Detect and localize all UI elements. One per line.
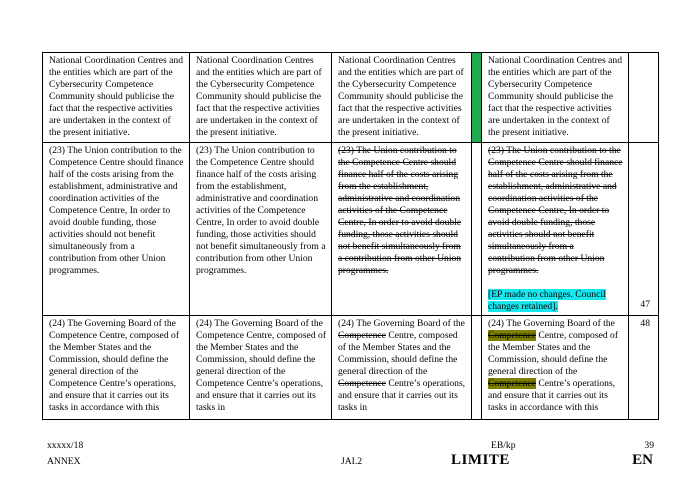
ep-position-cell: National Coordination Centres and the entities which are part of the Cybersecurity Competence Community should publicise the fact that the respective activities are undertaken in the context of the present initiative.	[190, 53, 332, 143]
commission-proposal-cell: (23) The Union contribution to the Competence Centre should finance half of the costs arising from the establishment, administrative and coordination activities of the Competence Centre, In order to avoid double funding, those activities should not benefit simultaneously from a contribution from other Union programmes.	[43, 143, 190, 316]
classification-marking: LIMITE	[451, 452, 510, 468]
commission-proposal-cell: (24) The Governing Board of the Competence Centre, composed of the Member States and the Commission, should define the general direction of the Competence Centre’s operations, and ensure that it carries out its tasks in accordance with this	[43, 316, 190, 420]
table-row	[43, 53, 659, 143]
document-code: xxxxx/18	[47, 440, 84, 451]
compromise-text-cell: National Coordination Centres and the entities which are part of the Cybersecurity Competence Community should publicise the fact that the respective activities are undertaken in the context of the present initiative.	[482, 53, 629, 143]
text-run: Centre, composed of the Member States and the Commission, should define the general direction of the	[338, 330, 458, 377]
text-run: (24) The Governing Board of the	[488, 318, 615, 329]
ep-position-cell: (23) The Union contribution to the Competence Centre should finance half of the costs arising from the establishment, administrative and coordination activities of the Competence Centre, In order to avoid double funding, those activities should not benefit simultaneously from a contribution from other Union programmes.	[190, 143, 332, 316]
council-position-cell	[332, 143, 472, 316]
author-initials: EB/kp	[491, 440, 516, 451]
highlighted-note: [EP made no changes. Council changes retained].	[488, 289, 606, 312]
text-run: (24) The Governing Board of the	[338, 318, 465, 329]
text-run: Centre’s operations, and ensure that it carries out its tasks in	[338, 378, 466, 413]
row-number-cell	[629, 53, 659, 143]
row-number-cell	[629, 143, 659, 316]
deleted-word: Competence	[338, 378, 386, 389]
deleted-text: (23) The Union contribution to the Competence Centre should finance half of the costs arising from the establishment, administrative and coordination activities of the Competence Centre, In order to avoid double funding, those activities should not benefit simultaneously from a contribution from other Union programmes.	[488, 145, 623, 276]
language-code: EN	[632, 452, 653, 468]
compromise-text-cell	[482, 143, 629, 316]
table-row	[43, 316, 659, 420]
text-run: Centre, composed of the Member States and the Commission, should define the general direction of the	[488, 330, 619, 377]
deleted-highlighted-word: Competence	[488, 330, 536, 341]
table-row	[43, 143, 659, 316]
ep-position-cell: (24) The Governing Board of the Competence Centre, composed of the Member States and the Commission, should define the general direction of the Competence Centre’s operations, and ensure that it carries out its tasks in	[190, 316, 332, 420]
text-run: Centre’s operations, and ensure that it carries out its tasks in accordance with this	[488, 378, 616, 413]
status-marker	[472, 143, 482, 316]
council-position-cell	[332, 316, 472, 420]
row-number-cell: 48	[629, 316, 659, 420]
status-marker	[472, 316, 482, 420]
four-column-table	[42, 52, 659, 420]
deleted-highlighted-word: Competence	[488, 378, 536, 389]
commission-proposal-cell: National Coordination Centres and the entities which are part of the Cybersecurity Competence Community should publicise the fact that the respective activities are undertaken in the context of the present initiative.	[43, 53, 190, 143]
status-marker-green	[472, 53, 482, 143]
page-number: 39	[644, 440, 654, 451]
row-number: 47	[640, 299, 650, 310]
directorate-code: JAI.2	[341, 456, 363, 467]
compromise-text-cell	[482, 316, 629, 420]
deleted-text: (23) The Union contribution to the Competence Centre should finance half of the costs arising from the establishment, administrative and coordination activities of the Competence Centre, In order to avoid double funding, those activities should not benefit simultaneously from a contribution from other Union programmes.	[338, 145, 462, 276]
deleted-word: Competence	[338, 330, 386, 341]
council-position-cell: National Coordination Centres and the entities which are part of the Cybersecurity Competence Community should publicise the fact that the respective activities are undertaken in the context of the present initiative.	[332, 53, 472, 143]
annex-label: ANNEX	[47, 456, 81, 467]
